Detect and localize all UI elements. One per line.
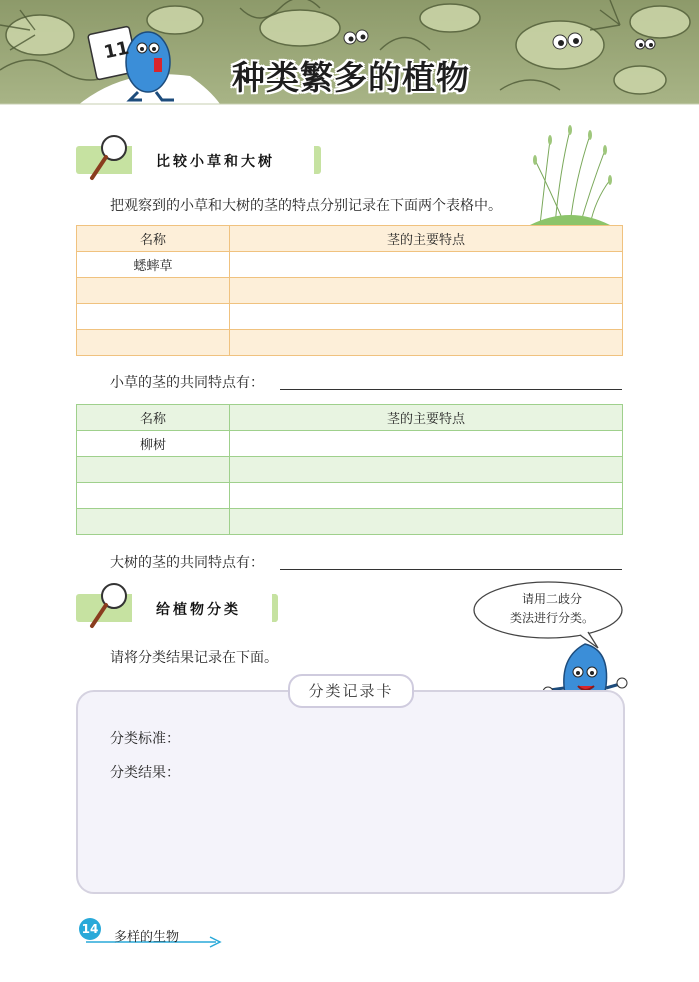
instruction-text: 把观察到的小草和大树的茎的特点分别记录在下面两个表格中。 <box>110 198 502 214</box>
plant-name-cell[interactable] <box>77 509 230 535</box>
plant-name-cell[interactable] <box>77 483 230 509</box>
summary-label-grass: 小草的茎的共同特点有： <box>110 375 264 391</box>
lesson-number-badge: 11 <box>102 37 131 64</box>
plant-name-cell[interactable] <box>77 278 230 304</box>
feature-cell[interactable] <box>230 330 623 356</box>
grass-illustration-icon <box>520 120 615 228</box>
column-header-features: 茎的主要特点 <box>230 226 623 252</box>
column-header-name: 名称 <box>77 405 230 431</box>
tree-stem-table <box>76 404 623 535</box>
magnifier-icon <box>88 582 128 632</box>
section-heading-classify <box>76 590 286 626</box>
instruction-text: 请将分类结果记录在下面。 <box>110 650 278 666</box>
speech-bubble-text: 请用二歧分 类法进行分类。 <box>509 592 594 625</box>
feature-cell[interactable] <box>230 431 623 457</box>
plant-name-cell[interactable]: 柳树 <box>77 431 230 457</box>
plant-name-cell[interactable] <box>77 457 230 483</box>
table-row <box>77 431 623 457</box>
table-row <box>77 483 623 509</box>
table-row <box>77 304 623 330</box>
table-header-row <box>77 405 623 431</box>
feature-cell[interactable] <box>230 457 623 483</box>
feature-cell[interactable] <box>230 278 623 304</box>
result-label: 分类结果： <box>110 765 180 781</box>
column-header-name: 名称 <box>77 226 230 252</box>
feature-cell[interactable] <box>230 304 623 330</box>
page-header <box>0 0 699 112</box>
section-title: 给植物分类 <box>156 602 241 618</box>
answer-line-tree[interactable] <box>280 568 622 570</box>
summary-label-tree: 大树的茎的共同特点有： <box>110 555 264 571</box>
answer-line-grass[interactable] <box>280 388 622 390</box>
table-row <box>77 330 623 356</box>
feature-cell[interactable] <box>230 252 623 278</box>
section-title: 比较小草和大树 <box>156 154 275 170</box>
book-title: 多样的生物 <box>114 930 180 945</box>
plant-name-cell[interactable]: 蟋蟀草 <box>77 252 230 278</box>
page-number: 14 <box>79 918 101 940</box>
section-heading-compare <box>76 142 326 178</box>
criteria-label: 分类标准： <box>110 731 180 747</box>
table-row <box>77 278 623 304</box>
feature-cell[interactable] <box>230 509 623 535</box>
page-title: 种类繁多的植物 <box>232 58 470 97</box>
plant-name-cell[interactable] <box>77 330 230 356</box>
classification-record-card <box>76 690 625 894</box>
table-row <box>77 509 623 535</box>
column-header-features: 茎的主要特点 <box>230 405 623 431</box>
table-row <box>77 252 623 278</box>
magnifier-icon <box>88 134 128 184</box>
grass-stem-table <box>76 225 623 356</box>
table-header-row <box>77 226 623 252</box>
table-row <box>77 457 623 483</box>
card-title: 分类记录卡 <box>288 674 414 708</box>
feature-cell[interactable] <box>230 483 623 509</box>
plant-name-cell[interactable] <box>77 304 230 330</box>
